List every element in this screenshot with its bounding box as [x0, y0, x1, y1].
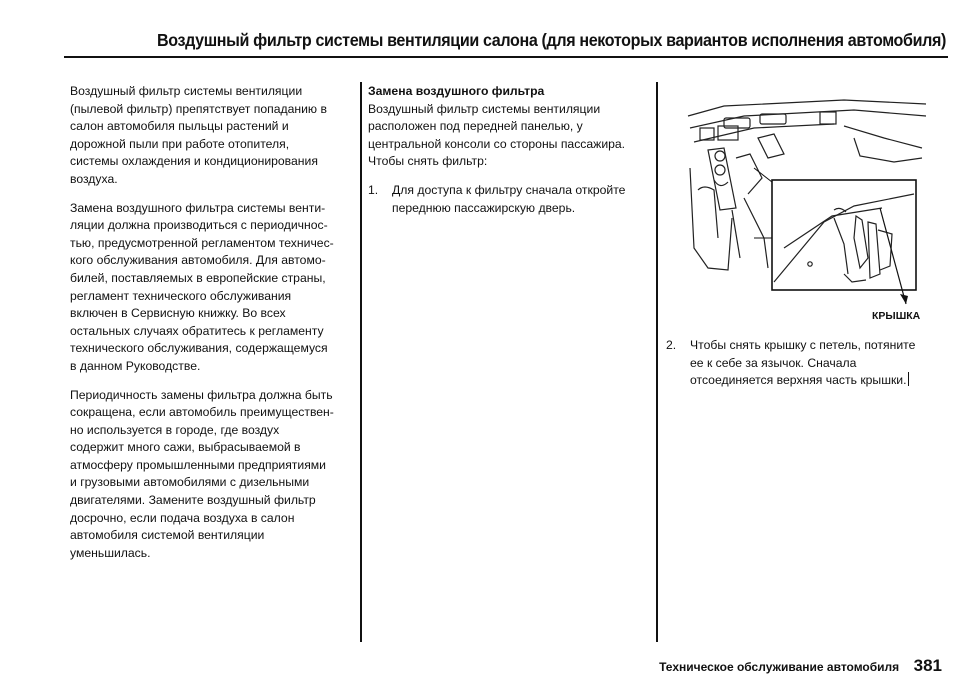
middle-column [368, 83, 652, 217]
paragraph-filter-purpose: Воздушный фильтр системы вентиляции (пылевой фильтр) препятствует попаданию в салон автомобиля пыльцы растений и дорожной пыли при работе отопителя, системы охлаждения и кондиционирования воздуха. [70, 84, 327, 186]
column-divider-right [656, 82, 658, 642]
paragraph-replacement-schedule: Замена воздушного фильтра системы венти- ляции должна производиться с периодичнос- тью, предусмотренной регламентом техничес- кого обслуживания автомобиля. Для автомо- билей, поставляемых в европейские страны, регламент технического обслуживания включен в Сервисную книжку. Во всех остальных случаях обратитесь к регламенту технического обслуживания, содержащемуся в данном Руководстве. [70, 200, 334, 373]
paragraph-replacement-frequency: Периодичность замены фильтра должна быть сокращена, если автомобиль преимуществен- но используется в городе, где воздух содержит много сажи, выбрасываемой в атмосферу промышленными предприятиями и грузовыми автомобилями с дизельными двигателями. Замените воздушный фильтр досрочно, если подача воздуха в салон автомобиля системой вентиляции уменьшилась. [70, 387, 334, 560]
section-heading: Замена воздушного фильтра [368, 84, 545, 98]
page-title: Воздушный фильтр системы вентиляции салона (для некоторых вариантов исполнения автомобиля) [156, 30, 946, 50]
left-column [70, 83, 360, 573]
glovebox-filter-illustration [684, 98, 930, 308]
step-1-number: 1. [368, 182, 379, 197]
footer-section-title: Техническое обслуживание автомобиля [659, 660, 900, 674]
page-number: 381 [913, 656, 942, 675]
section-intro: Воздушный фильтр системы вентиляции расположен под передней панелью, у центральной консоли со стороны пассажира. Чтобы снять фильтр: [368, 101, 626, 169]
figure-label-cover: КРЫШКА [872, 310, 921, 322]
step-2-number: 2. [666, 338, 677, 352]
title-rule [64, 56, 948, 58]
column-divider-left [360, 82, 362, 642]
step-2 [666, 337, 936, 390]
step-2-text-content: Чтобы снять крышку с петель, потяните ее к себе за язычок. Сначала отсоединяется верхняя часть крышки. [690, 338, 916, 388]
page-footer [659, 656, 942, 676]
step-1-text: Для доступа к фильтру сначала откройте переднюю пассажирскую дверь. [392, 182, 626, 215]
text-caret [908, 372, 909, 386]
step-2-text [690, 337, 915, 390]
step-1 [368, 182, 652, 217]
